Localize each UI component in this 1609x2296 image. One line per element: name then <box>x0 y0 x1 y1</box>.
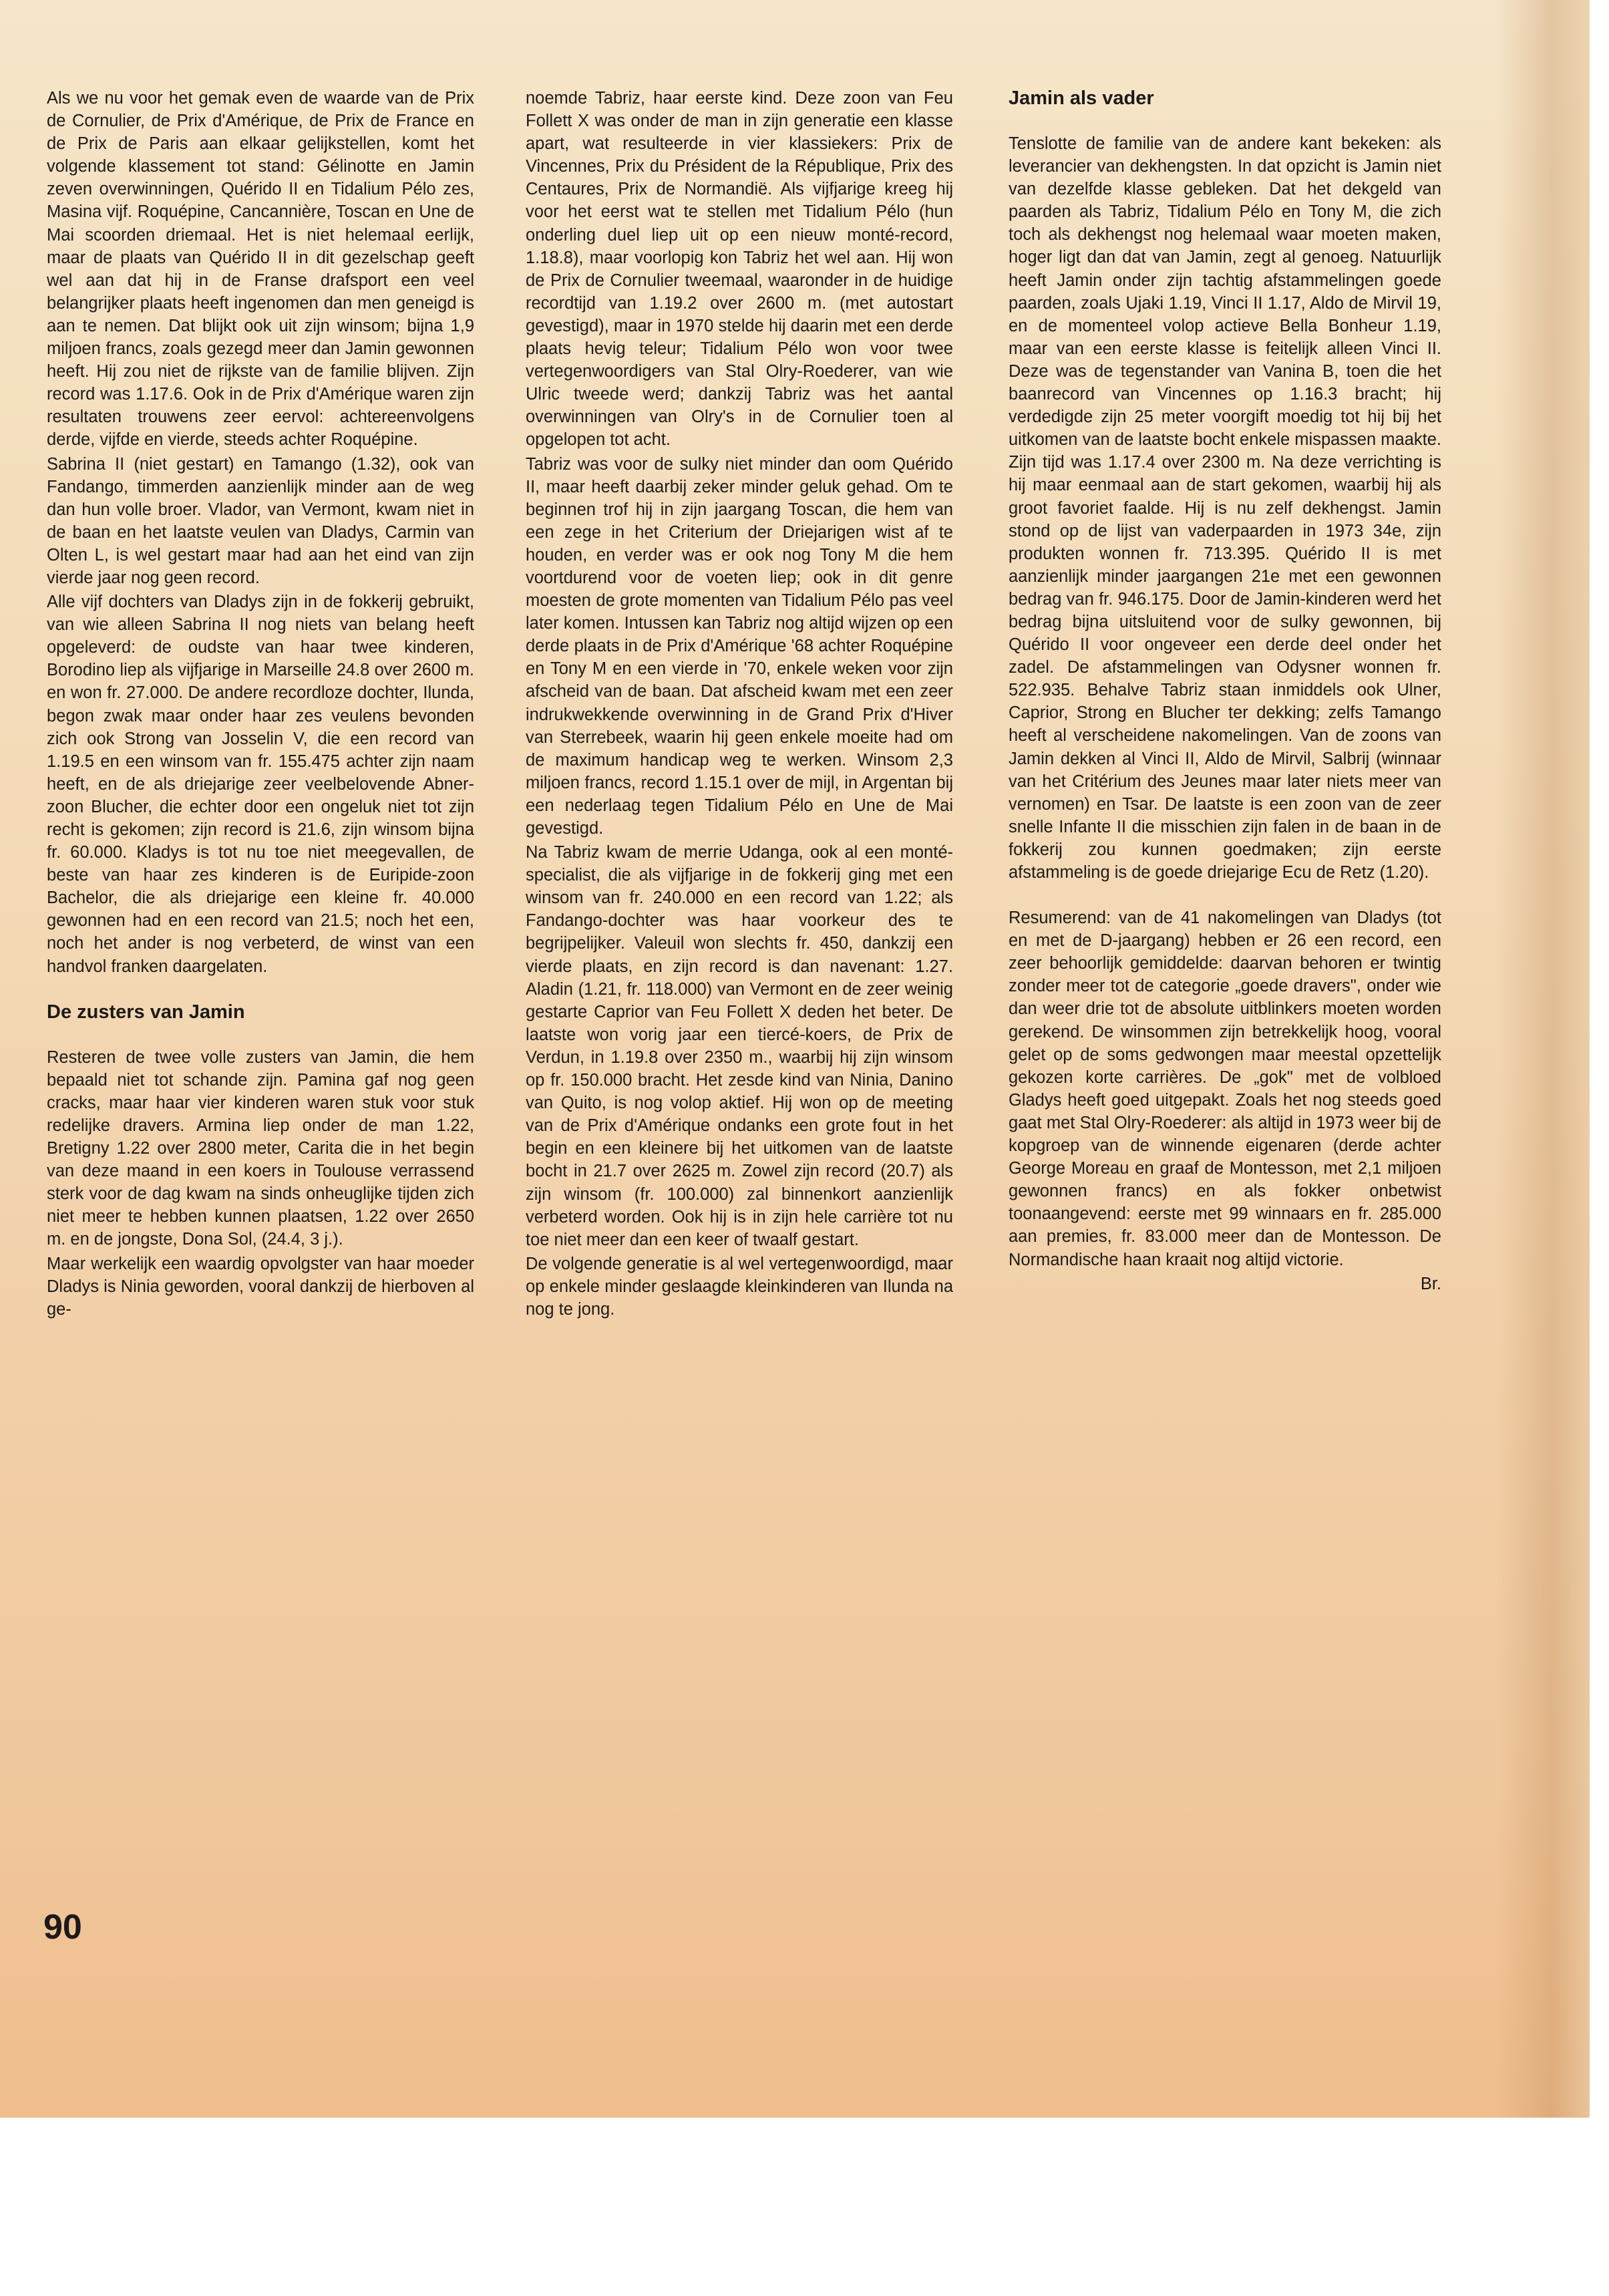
paragraph: Als we nu voor het gemak even de waarde van de Prix de Cornulier, de Prix d'Amérique, de Prix de France en de Prix de Paris aan elkaar gelijkstellen, komt het volgende klassement tot stand: Gélinotte en Jamin zeven overwinningen, Quérido II en Tidalium Pélo zes, Masina vijf. Roquépine, Cancannière, Toscan en Une de Mai scoorden driemaal. Het is niet helemaal eerlijk, maar de plaats van Quérido II in dit gezelschap geeft wel aan dat hij in de Franse drafsport een veel belangrijker plaats heeft ingenomen dan men geneigd is aan te nemen. Dat blijkt ook uit zijn winsom; bijna 1,9 miljoen francs, zoals gezegd meer dan Jamin gewonnen heeft. Hij zou niet de rijkste van de familie blijven. Zijn record was 1.17.6. Ook in de Prix d'Amérique waren zijn resultaten trouwens zeer eervol: achtereenvolgens derde, vijfde en vierde, steeds achter Roquépine. <box>47 89 474 450</box>
paragraph: Resteren de twee volle zusters van Jamin, die hem bepaald niet tot schande zijn. Pamina gaf nog geen cracks, maar haar vier kinderen waren stuk voor stuk redelijke dravers. Armina liep onder de man 1.22, Bretigny 1.22 over 2800 meter, Carita die in het begin van deze maand in een koers in Toulouse verrassend sterk voor de dag kwam na sinds onheuglijke tijden zich niet meer te hebben kunnen plaatsen, 1.22 over 2650 m. en de jongste, Dona Sol, (24.4, 3 j.). <box>47 1047 474 1249</box>
paragraph: Sabrina II (niet gestart) en Tamango (1.32), ook van Fandango, timmerden aanzienlijk minder aan de weg dan hun volle broer. Vlador, van Vermont, kwam niet in de baan en het laatste veulen van Dladys, Carmin van Olten L, is wel gestart maar had aan het eind van zijn vierde jaar nog geen record. <box>47 454 474 587</box>
paragraph: De volgende generatie is al wel vertegenwoordigd, maar op enkele minder geslaagde kleinkinderen van Ilunda na nog te jong. <box>526 1254 953 1319</box>
paragraph: Tabriz was voor de sulky niet minder dan oom Quérido II, maar heeft daarbij zeker minder geluk gehad. Om te beginnen trof hij in zijn jaargang Toscan, die hem van een zege in het Criterium der Driejarigen wist af te houden, en verder was er ook nog Tony M die hem voortdurend voor de voeten liep; ook in dit genre moesten de grote momenten van Tidalium Pélo pas veel later komen. Intussen kan Tabriz nog altijd wijzen op een derde plaats in de Prix d'Amérique '68 achter Roquépine en Tony M en een vierde in '70, enkele weken voor zijn afscheid van de baan. Dat afscheid kwam met een zeer indrukwekkende overwinning in de Grand Prix d'Hiver van Sterrebeek, waarin hij geen enkele moeite had om de maximum handicap weg te werken. Winsom 2,3 miljoen francs, record 1.15.1 over de mijl, in Argentan bij een nederlaag tegen Tidalium Pélo en Une de Mai gevestigd. <box>526 454 953 838</box>
text-column-3 <box>1009 87 1441 1295</box>
paragraph: Tenslotte de familie van de andere kant bekeken: als leverancier van dekhengsten. In dat opzicht is Jamin niet van dezelfde klasse gebleken. Dat het dekgeld van paarden als Tabriz, Tidalium Pélo en Tony M, die zich toch als dekhengst nog helemaal waar moeten maken, hoger ligt dan dat van Jamin, zegt al genoeg. Natuurlijk heeft Jamin onder zijn tachtig afstammelingen goede paarden, zoals Ujaki 1.19, Vinci II 1.17, Aldo de Mirvil 19, en de momenteel volop actieve Bella Bonheur 1.19, maar van een eerste klasse is feitelijk alleen Vinci II. Deze was de tegenstander van Vanina B, toen die het baanrecord van Vincennes op 1.16.3 bracht; hij verdedigde zijn 25 meter voorgift moedig tot hij bij het uitkomen van de laatste bocht enkele mispassen maakte. Zijn tijd was 1.17.4 over 2300 m. Na deze verrichting is hij maar eenmaal aan de start gekomen, waarbij hij als groot favoriet faalde. Hij is nu zelf dekhengst. Jamin stond op de lijst van vaderpaarden in 1973 34e, zijn produkten wonnen fr. 713.395. Quérido II is met aanzienlijk minder jaargangen 21e met een gewonnen bedrag van fr. 946.175. Door de Jamin-kinderen werd het bedrag bijna uitsluitend voor de sulky gewonnen, bij Quérido II voor ongeveer een derde deel onder het zadel. De afstammelingen van Odysner wonnen fr. 522.935. Behalve Tabriz staan inmiddels ook Ulner, Caprior, Strong en Blucher ter dekking; zelfs Tamango heeft al verscheidene nakomelingen. Van de zoons van Jamin dekken al Vinci II, Aldo de Mirvil, Salbrij (winnaar van het Critérium des Jeunes maar later niets meer van vernomen) en Tsar. De laatste is een zoon van de zeer snelle Infante II die misschien zijn falen in de baan in de fokkerij zou kunnen goedmaken; zijn eerste afstammeling is de goede driejarige Ecu de Retz (1.20). <box>1009 134 1441 882</box>
section-heading: De zusters van Jamin <box>47 1001 245 1023</box>
paragraph: noemde Tabriz, haar eerste kind. Deze zoon van Feu Follett X was onder de man in zijn generatie een klasse apart, wat resulteerde in vier klassiekers: Prix de Vincennes, Prix du Président de la République, Prix des Centaures, Prix de Normandië. Als vijfjarige kreeg hij voor het eerst wat te stellen met Tidalium Pélo (hun onderling duel liep uit op een nieuw monté-record, 1.18.8), maar voorlopig kon Tabriz het wel aan. Hij won de Prix de Cornulier tweemaal, waaronder in de huidige recordtijd van 1.19.2 over 2600 m. (met autostart gevestigd), maar in 1970 stelde hij daarin met een derde plaats hevig teleur; Tidalium Pélo won voor twee vertegenwoordigers van Stal Olry-Roederer, van wie Ulric tweede werd; dankzij Tabriz was het aantal overwinningen van Olry's in de Cornulier toen al opgelopen tot acht. <box>526 89 953 450</box>
text-column-1 <box>47 87 474 1321</box>
paragraph: Na Tabriz kwam de merrie Udanga, ook al een monté-specialist, die als vijfjarige in de fokkerij ging met een winsom van fr. 240.000 en een record van 1.22; als Fandango-dochter was haar voorkeur des te begrijpelijker. Valeuil won slechts fr. 450, dankzij een vierde plaats, en zijn record is dan navenant: 1.27. Aladin (1.21, fr. 118.000) van Vermont en de zeer weinig gestarte Caprior van Feu Follett X deden het beter. De laatste won vorig jaar een tiercé-koers, de Prix de Verdun, in 1.19.8 over 2350 m., waarbij hij zijn winsom op fr. 150.000 bracht. Het zesde kind van Ninia, Danino van Quito, is nog volop aktief. Hij won op de meeting van de Prix d'Amérique ondanks een grote fout in het begin en een kleinere bij het uitkomen van de laatste bocht in 21.7 over 2625 m. Zowel zijn record (20.7) als zijn winsom (fr. 100.000) zal binnenkort aanzienlijk verbeterd worden. Ook hij is in zijn hele carrière tot nu toe niet meer dan een keer of twaalf gestart. <box>526 843 953 1249</box>
paragraph: Resumerend: van de 41 nakomelingen van Dladys (tot en met de D-jaargang) hebben er 26 een record, een zeer behoorlijk gemiddelde: daarvan behoren er twintig zonder meer tot de categorie „goede dravers", onder wie dan weer drie tot de absolute uitblinkers moeten worden gerekend. De winsommen zijn betrekkelijk hoog, vooral gelet op de soms gedwongen maar meestal opzettelijk gekozen korte carrières. De „gok" met de volbloed Gladys heeft goed uitgepakt. Zoals het nog steeds goed gaat met Stal Olry-Roederer: als altijd in 1973 weer bij de kopgroep van de winnende eigenaren (derde achter George Moreau en graaf de Montesson, met 2,1 miljoen gewonnen francs) en als fokker onbetwist toonaangevend: eerste met 99 winnaars en fr. 285.000 aan premies, fr. 83.000 meer dan de Montesson. De Normandische haan kraait nog altijd victorie. <box>1009 909 1441 1269</box>
paragraph: Alle vijf dochters van Dladys zijn in de fokkerij gebruikt, van wie alleen Sabrina II nog niets van belang heeft opgeleverd: de oudste van haar twee kinderen, Borodino liep als vijfjarige in Marseille 24.8 over 2600 m. en won fr. 27.000. De andere recordloze dochter, Ilunda, begon zwak maar onder haar zes veulens bevonden zich ook Strong van Josselin V, die een record van 1.19.5 en een winsom van fr. 155.475 achter zijn naam heeft, en de als driejarige zeer veelbelovende Abner-zoon Blucher, die echter door een ongeluk niet tot zijn recht is gekomen; zijn record is 21.6, zijn winsom bijna fr. 60.000. Kladys is tot nu toe niet meegevallen, de beste van haar zes kinderen is de Euripide-zoon Bachelor, die als driejarige een kleine fr. 40.000 gewonnen had en een record van 21.5; noch het een, noch het ander is nog verbeterd, de winst van een handvol franken daargelaten. <box>47 593 474 976</box>
text-column-2 <box>526 87 953 1321</box>
author-signature: Br. <box>1420 1274 1441 1293</box>
paragraph: Maar werkelijk een waardig opvolgster van haar moeder Dladys is Ninia geworden, vooral dankzij de hierboven al ge- <box>47 1254 474 1319</box>
page-number: 90 <box>43 1908 82 1947</box>
section-heading: Jamin als vader <box>1009 88 1154 109</box>
page-fold-shadow <box>1496 0 1590 2118</box>
